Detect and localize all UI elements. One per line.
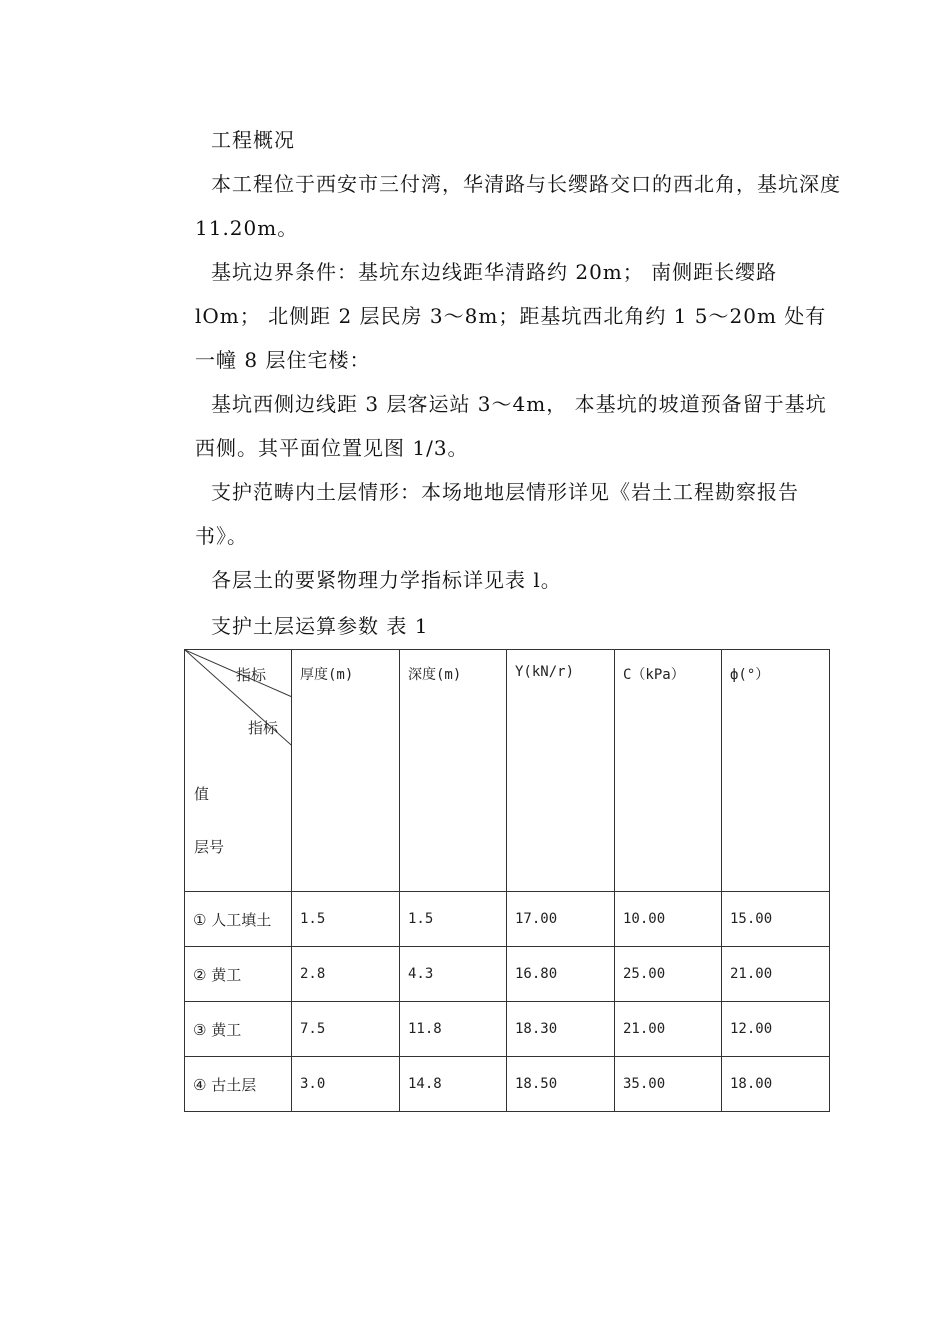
table-cell: 11.8 (400, 1002, 507, 1057)
layer-name: ④ 古土层 (185, 1057, 292, 1112)
table-cell: 1.5 (400, 892, 507, 947)
header-friction-angle: ф(°） (722, 650, 830, 892)
table-cell: 21.00 (722, 947, 830, 1002)
header-unit-weight: Y(kN/r) (507, 650, 615, 892)
table-cell: 18.30 (507, 1002, 615, 1057)
table-cell: 18.00 (722, 1057, 830, 1112)
table-row (185, 1057, 830, 1112)
table-header-row (185, 650, 830, 892)
table-cell: 7.5 (292, 1002, 400, 1057)
table-row (185, 947, 830, 1002)
paragraph-west-side: 基坑西侧边线距 3 层客运站 3～4m， 本基坑的坡道预备留于基坑西侧。其平面位置见图 1/3。 (195, 392, 827, 460)
paragraph-soil-conditions: 支护范畴内土层情形：本场地地层情形详见《岩土工程勘察报告书》。 (195, 480, 799, 548)
table-cell: 16.80 (507, 947, 615, 1002)
corner-label-index-2: 指标 (248, 719, 279, 737)
paragraph-location: 本工程位于西安市三付湾，华清路与长缨路交口的西北角，基坑深度 11.20m。 (195, 172, 841, 240)
table-cell: 25.00 (615, 947, 722, 1002)
paragraph-boundary: 基坑边界条件：基坑东边线距华清路约 20m； 南侧距长缨路 lOm； 北侧距 2 层民房 3～8m；距基坑西北角约 1 5～20m 处有一幢 8 层住宅楼： (195, 260, 827, 372)
table-cell: 35.00 (615, 1057, 722, 1112)
soil-parameter-table (184, 649, 830, 1112)
table-cell: 17.00 (507, 892, 615, 947)
table-cell: 1.5 (292, 892, 400, 947)
table-cell: 15.00 (722, 892, 830, 947)
table-cell: 12.00 (722, 1002, 830, 1057)
table-row (185, 1002, 830, 1057)
paragraph-indices: 各层土的要紧物理力学指标详见表 l。 (211, 568, 562, 592)
table-row (185, 892, 830, 947)
table-cell: 14.8 (400, 1057, 507, 1112)
table-cell: 10.00 (615, 892, 722, 947)
layer-name: ③ 黄工 (185, 1002, 292, 1057)
table-cell: 4.3 (400, 947, 507, 1002)
corner-label-index: 指标 (236, 666, 267, 684)
section-title: 工程概况 (211, 128, 295, 152)
corner-label-layer: 层号 (194, 838, 225, 856)
header-cohesion: C（kPa） (615, 650, 722, 892)
layer-name: ① 人工填土 (185, 892, 292, 947)
layer-name: ② 黄工 (185, 947, 292, 1002)
table-cell: 18.50 (507, 1057, 615, 1112)
corner-label-value: 值 (194, 785, 210, 803)
header-depth: 深度(m) (400, 650, 507, 892)
header-thickness: 厚度(m) (292, 650, 400, 892)
table-cell: 21.00 (615, 1002, 722, 1057)
corner-header-cell (185, 650, 292, 892)
table-cell: 3.0 (292, 1057, 400, 1112)
table-cell: 2.8 (292, 947, 400, 1002)
table-caption: 支护土层运算参数 表 1 (211, 614, 429, 638)
